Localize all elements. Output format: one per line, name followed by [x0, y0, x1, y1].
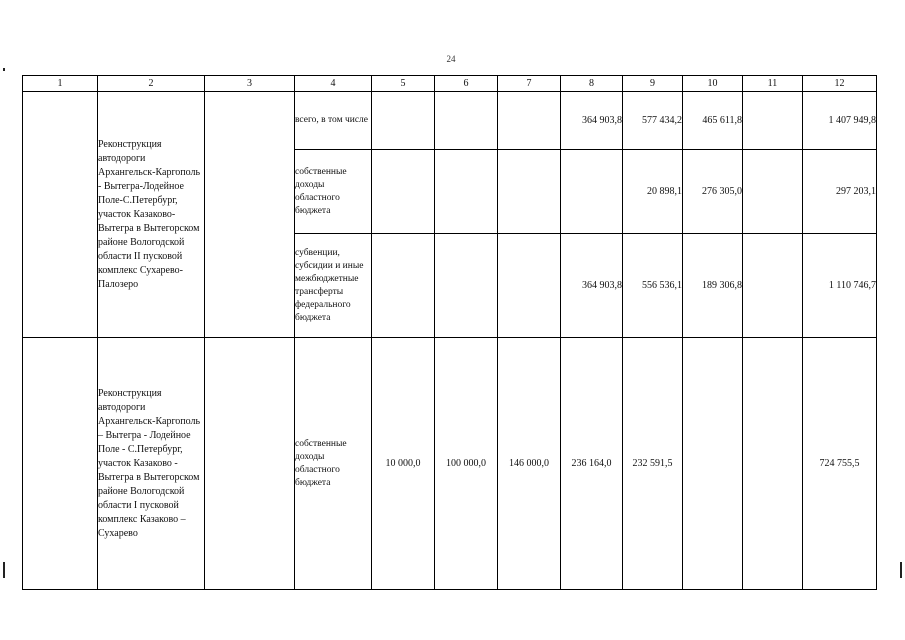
col-header-12: 12: [803, 76, 877, 92]
cell-c5: [372, 150, 435, 234]
cell-c9: 232 591,5: [623, 338, 683, 590]
col-header-8: 8: [561, 76, 623, 92]
project-1-col3: [205, 92, 295, 338]
col-header-3: 3: [205, 76, 295, 92]
left-edge-mark-bottom: [3, 562, 5, 578]
col-header-11: 11: [743, 76, 803, 92]
cell-c7: 146 000,0: [498, 338, 561, 590]
cell-c6: [435, 150, 498, 234]
cell-c8: [561, 150, 623, 234]
cell-c11: [743, 338, 803, 590]
cell-c6: [435, 92, 498, 150]
cell-c8: 364 903,8: [561, 234, 623, 338]
col-header-9: 9: [623, 76, 683, 92]
cell-c5: 10 000,0: [372, 338, 435, 590]
cell-c9: 20 898,1: [623, 150, 683, 234]
cell-c10: [683, 338, 743, 590]
cell-c10: 465 611,8: [683, 92, 743, 150]
cell-c6: [435, 234, 498, 338]
project-2-col3: [205, 338, 295, 590]
col-header-6: 6: [435, 76, 498, 92]
budget-table: [22, 75, 877, 590]
cell-c12: 1 407 949,8: [803, 92, 877, 150]
right-edge-mark-bottom: [900, 562, 902, 578]
source-label: собственные доходы областного бюджета: [295, 338, 372, 590]
cell-c5: [372, 234, 435, 338]
cell-c10: 276 305,0: [683, 150, 743, 234]
source-label: собственные доходы областного бюджета: [295, 150, 372, 234]
cell-c12: 724 755,5: [803, 338, 877, 590]
table-row: [23, 338, 877, 590]
header-row: [23, 76, 877, 92]
col-header-4: 4: [295, 76, 372, 92]
source-label: всего, в том числе: [295, 92, 372, 150]
cell-c6: 100 000,0: [435, 338, 498, 590]
cell-c11: [743, 150, 803, 234]
col-header-2: 2: [98, 76, 205, 92]
cell-c8: 364 903,8: [561, 92, 623, 150]
cell-c9: 577 434,2: [623, 92, 683, 150]
cell-c9: 556 536,1: [623, 234, 683, 338]
col-header-1: 1: [23, 76, 98, 92]
cell-c7: [498, 234, 561, 338]
page-number: 24: [446, 54, 456, 64]
cell-c11: [743, 234, 803, 338]
cell-c12: 297 203,1: [803, 150, 877, 234]
project-2-name: Реконструкция автодороги Архангельск-Каргополь – Вытегра - Лодейное Поле - С.Петербург, участок Казаково - Вытегра в Вытегорском районе Вологодской области I пусковой комплекс Казаково – Сухарево: [98, 338, 205, 590]
source-label: субвенции, субсидии и иные межбюджетные трансферты федерального бюджета: [295, 234, 372, 338]
col-header-10: 10: [683, 76, 743, 92]
cell-c11: [743, 92, 803, 150]
table-row: [23, 92, 877, 150]
cell-c10: 189 306,8: [683, 234, 743, 338]
cell-c8: 236 164,0: [561, 338, 623, 590]
cell-c7: [498, 92, 561, 150]
col-header-5: 5: [372, 76, 435, 92]
project-1-col1: [23, 92, 98, 338]
col-header-7: 7: [498, 76, 561, 92]
cell-c5: [372, 92, 435, 150]
cell-c7: [498, 150, 561, 234]
left-edge-mark: [3, 68, 5, 71]
project-1-name: Реконструкция автодороги Архангельск-Каргополь - Вытегра-Лодейное Поле-С.Петербург, участок Казаково-Вытегра в Вытегорском районе Вологодской области II пусковой комплекс Сухарево-Палозеро: [98, 92, 205, 338]
project-2-col1: [23, 338, 98, 590]
cell-c12: 1 110 746,7: [803, 234, 877, 338]
